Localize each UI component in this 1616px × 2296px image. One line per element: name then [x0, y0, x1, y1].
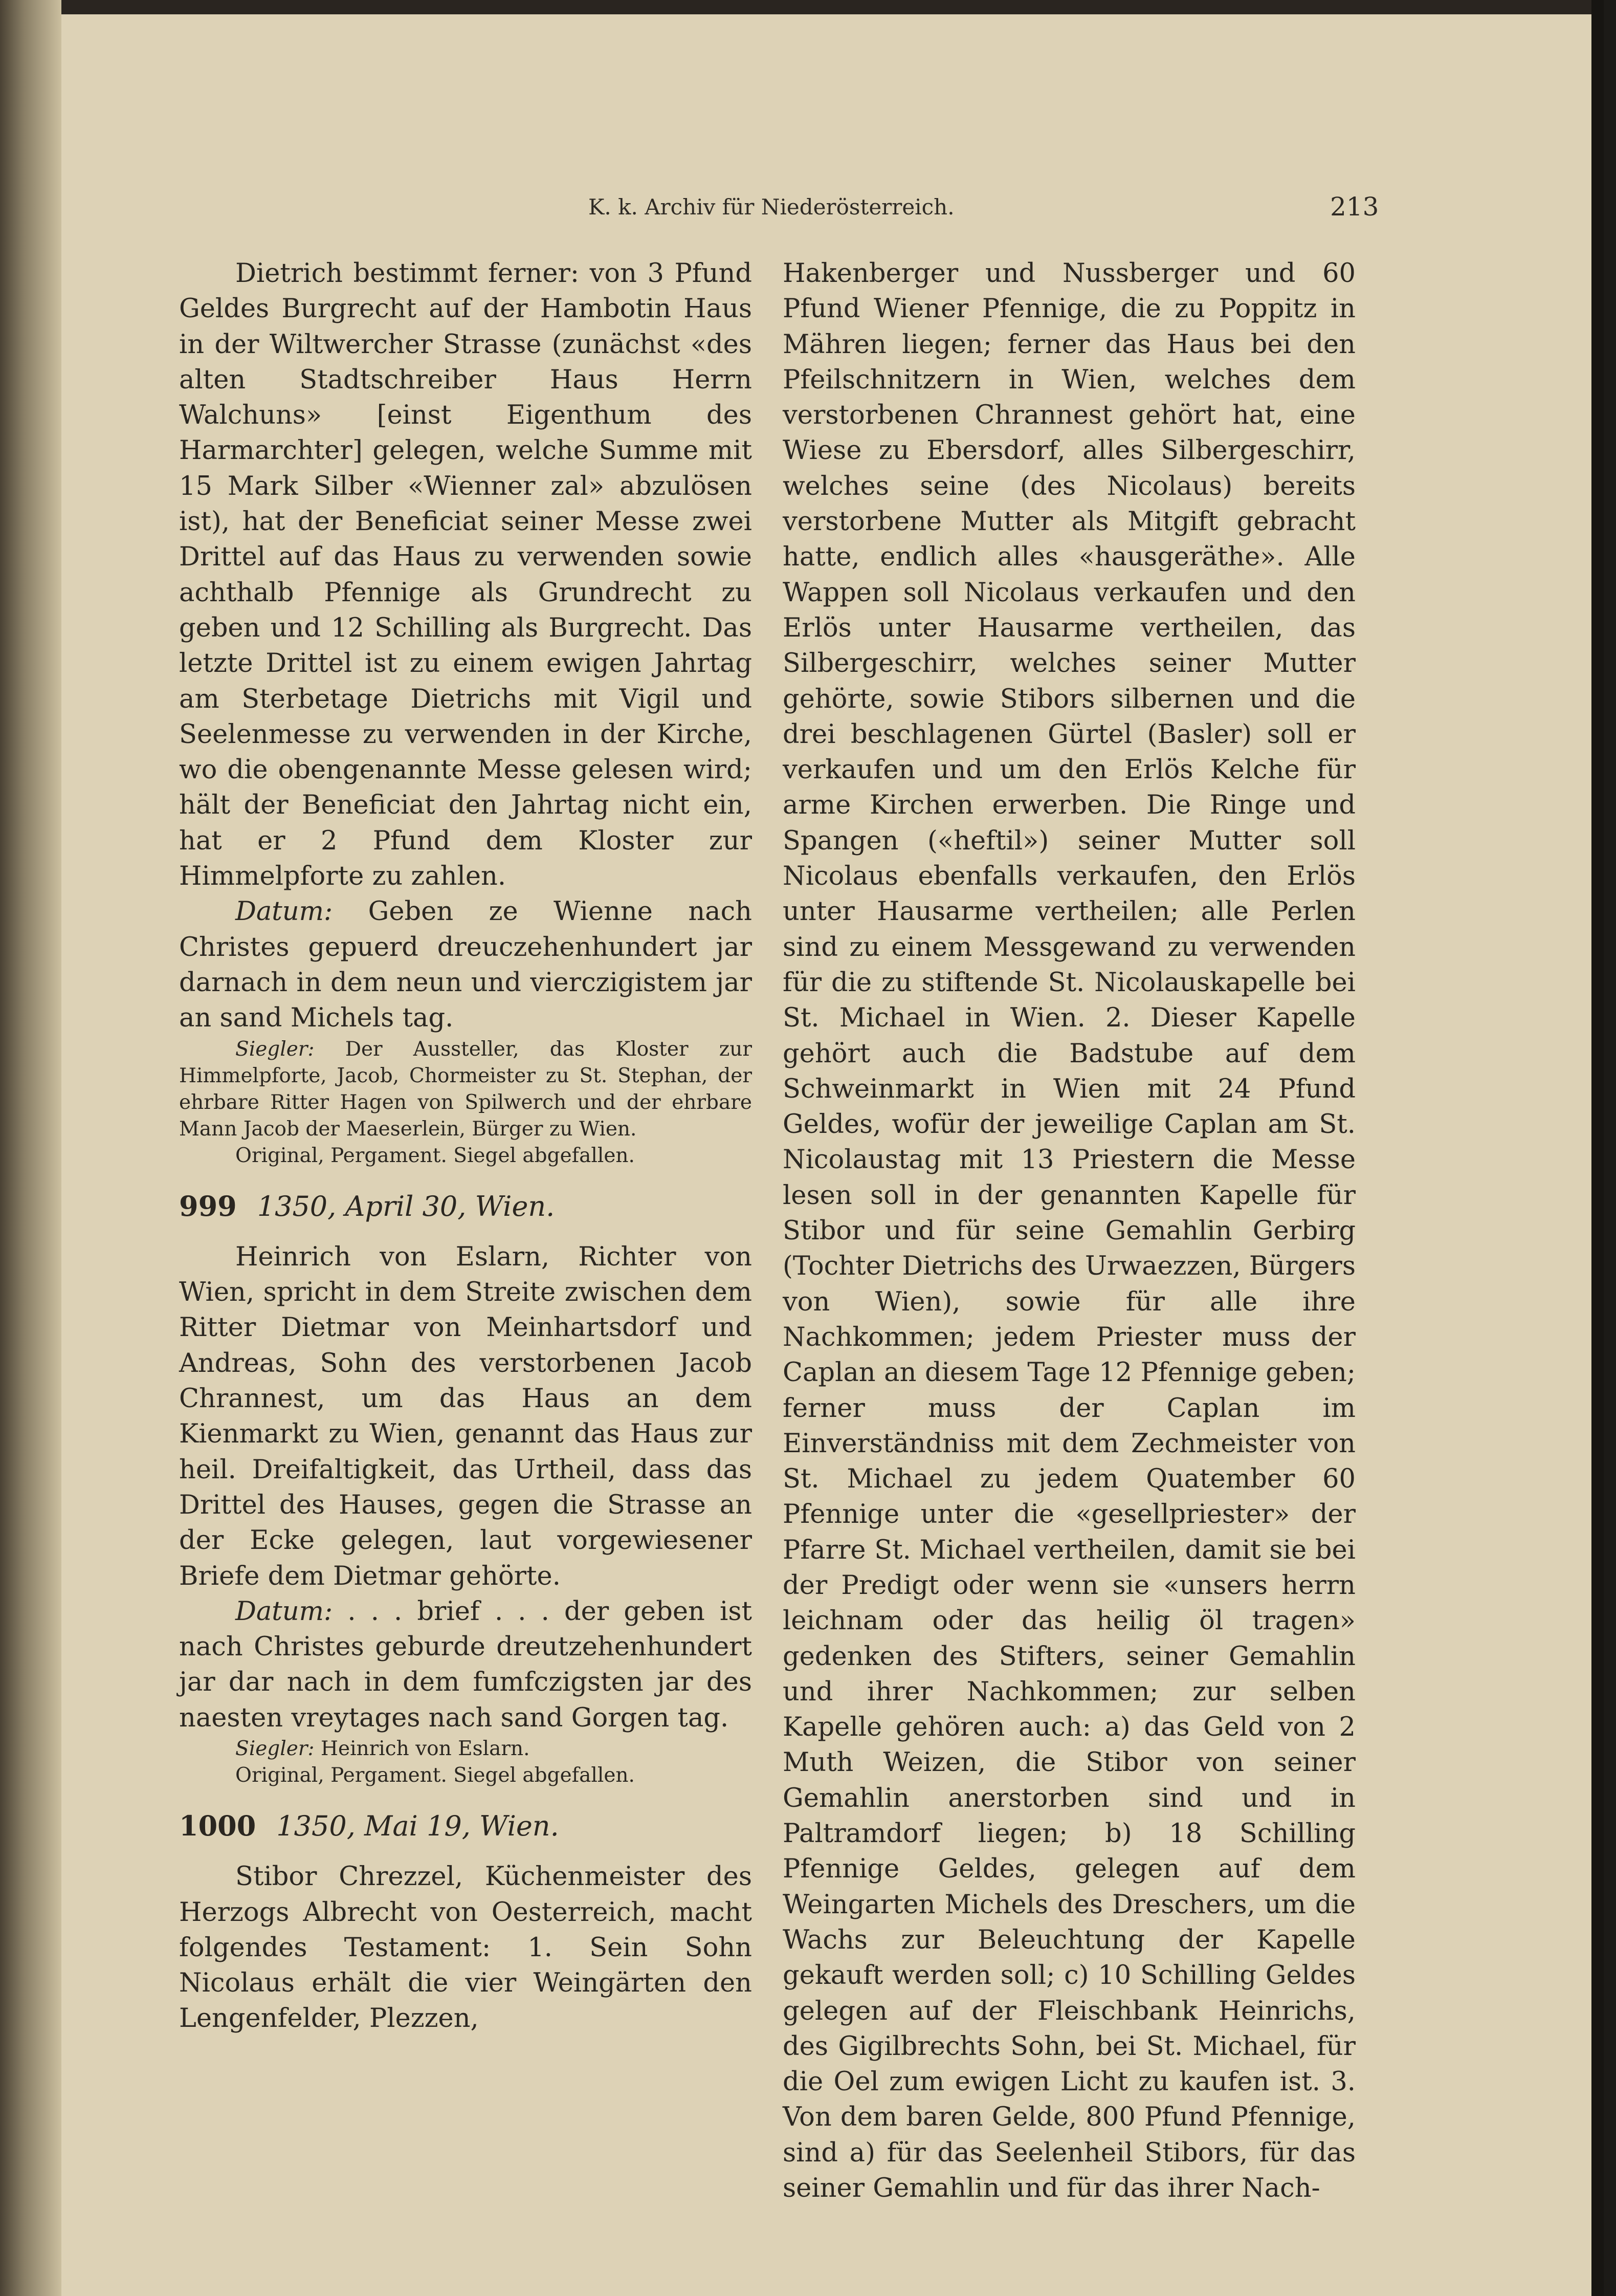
siegler-note-1	[179, 1036, 752, 1143]
entry-date: 1350, April 30, Wien.	[257, 1190, 555, 1222]
paragraph-dietrich: Dietrich bestimmt ferner: von 3 Pfund Geldes Burgrecht auf der Hambotin Haus in der Wiltwercher Strasse (zunächst «des alten Stadtschreiber Haus Herrn Walchuns» [einst Eigenthum des Harmarchter] gelegen, welche Summe mit 15 Mark Silber «Wienner zal» abzulösen ist), hat der Beneficiat seiner Messe zwei Drittel auf das Haus zu verwenden sowie achthalb Pfennige als Grundrecht zu geben und 12 Schilling als Burgrecht. Das letzte Drittel ist zu einem ewigen Jahrtag am Sterbetage Dietrichs mit Vigil und Seelenmesse zu verwenden in der Kirche, wo die obengenannte Messe gelesen wird; hält der Beneficiat den Jahrtag nicht ein, hat er 2 Pfund dem Kloster zur Himmelpforte zu zahlen.	[179, 258, 752, 892]
entry-date: 1350, Mai 19, Wien.	[276, 1809, 559, 1842]
datum-text: Geben ze Wienne nach Christes gepuerd dreuczehenhundert jar darnach in dem neun und vierczigistem jar an sand Michels tag.	[179, 896, 752, 1034]
running-header: K. k. Archiv für Niederösterreich.	[588, 194, 955, 220]
datum-paragraph-999	[179, 1594, 752, 1736]
paragraph-1000: Stibor Chrezzel, Küchenmeister des Herzogs Albrecht von Oesterreich, macht folgendes Testament: 1. Sein Sohn Nicolaus erhält die vier Weingärten den Lengenfelder, Plezzen,	[179, 1862, 752, 2034]
siegler-text: Heinrich von Eslarn.	[314, 1737, 530, 1760]
page-number: 213	[1330, 192, 1379, 222]
entry-1000-heading	[179, 1808, 752, 1844]
datum-label: Datum:	[235, 1596, 333, 1627]
datum-paragraph-1	[179, 894, 752, 1036]
siegler-label: Siegler:	[235, 1037, 315, 1061]
book-gutter	[0, 0, 61, 2296]
entry-999-heading	[179, 1189, 752, 1224]
right-column	[783, 256, 1356, 2206]
original-note-1: Original, Pergament. Siegel abgefallen.	[235, 1144, 635, 1167]
siegler-text: Der Aussteller, das Kloster zur Himmelpforte, Jacob, Chormeister zu St. Stephan, der ehrbare Ritter Hagen von Spilwerch und der ehrbare Mann Jacob der Maeserlein, Bürger zu Wien.	[179, 1037, 752, 1141]
paragraph-999: Heinrich von Eslarn, Richter von Wien, spricht in dem Streite zwischen dem Ritter Dietmar von Meinhartsdorf und Andreas, Sohn des verstorbenen Jacob Chrannest, um das Haus an dem Kienmarkt zu Wien, genannt das Haus zur heil. Dreifaltigkeit, das Urtheil, dass das Drittel des Hauses, gegen die Strasse an der Ecke gelegen, laut vorgewiesener Briefe dem Dietmar gehörte.	[179, 1241, 752, 1591]
original-note-999: Original, Pergament. Siegel abgefallen.	[235, 1763, 635, 1787]
scan-right-border	[1591, 0, 1604, 2296]
siegler-note-999	[179, 1736, 752, 1762]
datum-text: . . . brief . . . der geben ist nach Christes geburde dreutzehenhundert jar dar nach in dem fumfczigsten jar des naesten vreytages nach sand Gorgen tag.	[179, 1596, 752, 1733]
siegler-label: Siegler:	[235, 1737, 315, 1760]
entry-number: 1000	[179, 1809, 256, 1842]
scan-top-border	[0, 0, 1604, 14]
paragraph-1000-continued: Hakenberger und Nussberger und 60 Pfund Wiener Pfennige, die zu Poppitz in Mähren liegen; ferner das Haus bei den Pfeilschnitzern in Wien, welches dem verstorbenen Chrannest gehört hat, eine Wiese zu Ebersdorf, alles Silbergeschirr, welches seine (des Nicolaus) bereits verstorbene Mutter als Mitgift gebracht hatte, endlich alles «hausgeräthe». Alle Wappen soll Nicolaus verkaufen und den Erlös unter Hausarme vertheilen, das Silbergeschirr, welches seiner Mutter gehörte, sowie Stibors silbernen und die drei beschlagenen Gürtel (Basler) soll er verkaufen und um den Erlös Kelche für arme Kirchen erwerben. Die Ringe und Spangen («heftil») seiner Mutter soll Nicolaus ebenfalls verkaufen, den Erlös unter Hausarme vertheilen; alle Perlen sind zu einem Messgewand zu verwenden für die zu stiftende St. Nicolauskapelle bei St. Michael in Wien. 2. Dieser Kapelle gehört auch die Badstube auf dem Schweinmarkt in Wien mit 24 Pfund Geldes, wofür der jeweilige Caplan am St. Nicolaustag mit 13 Priestern die Messe lesen soll in der genannten Kapelle für Stibor und für seine Gemahlin Gerbirg (Tochter Dietrichs des Urwaezzen, Bürgers von Wien), sowie für alle ihre Nachkommen; jedem Priester muss der Caplan an diesem Tage 12 Pfennige geben; ferner muss der Caplan im Einverständniss mit dem Zechmeister von St. Michael zu jedem Quatember 60 Pfennige unter die «gesellpriester» der Pfarre St. Michael vertheilen, damit sie bei der Predigt oder wenn sie «unsers herrn leichnam oder das heilig öl tragen» gedenken des Stifters, seiner Gemahlin und ihrer Nachkommen; zur selben Kapelle gehören auch: a) das Geld von 2 Muth Weizen, die Stibor von seiner Gemahlin anerstorben sind und in Paltramdorf liegen; b) 18 Schilling Pfennige Geldes, gelegen auf dem Weingarten Michels des Dreschers, um die Wachs zur Beleuchtung der Kapelle gekauft werden soll; c) 10 Schilling Geldes gelegen auf der Fleischbank Heinrichs, des Gigilbrechts Sohn, bei St. Michael, für die Oel zum ewigen Licht zu kaufen ist. 3. Von dem baren Gelde, 800 Pfund Pfennige, sind a) für das Seelenheil Stibors, für das seiner Gemahlin und für das ihrer Nach-	[783, 258, 1356, 2204]
datum-label: Datum:	[235, 896, 333, 927]
entry-number: 999	[179, 1189, 237, 1222]
left-column	[179, 256, 752, 2037]
